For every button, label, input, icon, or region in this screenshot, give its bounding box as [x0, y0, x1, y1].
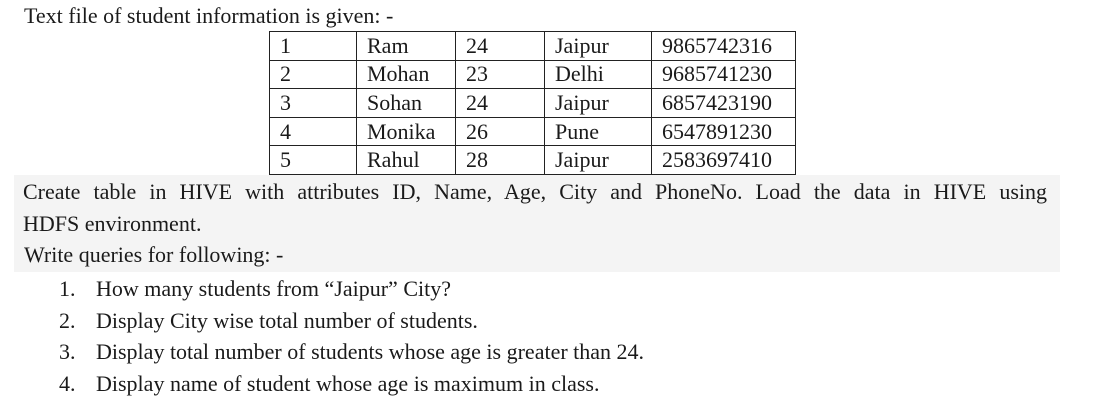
cell-phone: 9685741230	[652, 60, 796, 89]
cell-name: Monika	[357, 117, 456, 146]
list-item-text: Display City wise total number of students.	[96, 307, 478, 333]
cell-phone: 9865742316	[652, 32, 796, 61]
list-item-number: 4.	[59, 370, 76, 396]
cell-phone: 6857423190	[652, 89, 796, 118]
cell-name: Rahul	[357, 146, 456, 175]
intro-text: Text file of student information is given: -	[24, 3, 394, 28]
cell-age: 24	[456, 32, 545, 61]
instruction-line-1: Create table in HIVE with attributes ID, Name, Age, City and PhoneNo. Load the data in HIVE using	[23, 179, 1047, 204]
cell-name: Ram	[357, 32, 456, 61]
cell-city: Jaipur	[545, 89, 652, 118]
cell-id: 5	[270, 146, 357, 175]
list-item-text: How many students from “Jaipur” City?	[96, 276, 451, 301]
instruction-paragraph	[23, 176, 1047, 240]
table-row	[270, 146, 796, 175]
queries-heading: Write queries for following: -	[24, 242, 284, 267]
cell-age: 26	[456, 117, 545, 146]
cell-city: Delhi	[545, 60, 652, 89]
table-row	[270, 32, 796, 61]
cell-city: Jaipur	[545, 146, 652, 175]
table-row	[270, 60, 796, 89]
list-item-number: 1.	[59, 276, 76, 301]
cell-phone: 2583697410	[652, 146, 796, 175]
cell-age: 28	[456, 146, 545, 175]
table-row	[270, 89, 796, 118]
list-item-text: Display total number of students whose age is greater than 24.	[96, 339, 645, 364]
list-item-number: 2.	[59, 307, 76, 333]
cell-id: 2	[270, 60, 357, 89]
cell-age: 24	[456, 89, 545, 118]
student-table	[269, 31, 796, 175]
cell-id: 1	[270, 32, 357, 61]
cell-name: Mohan	[357, 60, 456, 89]
cell-city: Pune	[545, 117, 652, 146]
cell-id: 3	[270, 89, 357, 118]
table-row	[270, 117, 796, 146]
cell-name: Sohan	[357, 89, 456, 118]
list-item-text: Display name of student whose age is maximum in class.	[96, 370, 600, 396]
cell-id: 4	[270, 117, 357, 146]
cell-city: Jaipur	[545, 32, 652, 61]
instruction-line-2: HDFS environment.	[23, 211, 202, 236]
list-item-number: 3.	[59, 339, 76, 364]
cell-age: 23	[456, 60, 545, 89]
cell-phone: 6547891230	[652, 117, 796, 146]
